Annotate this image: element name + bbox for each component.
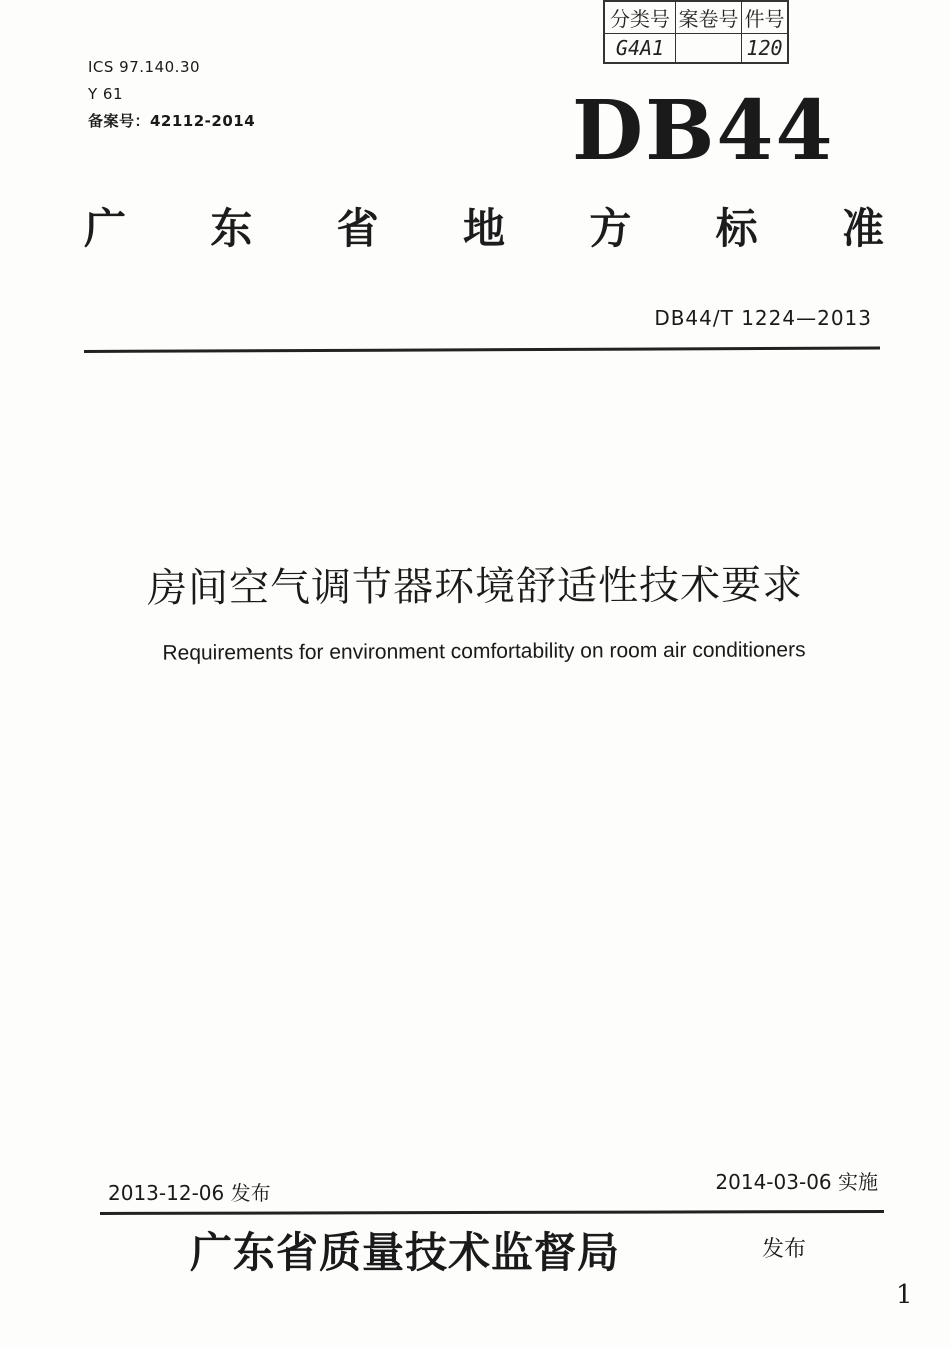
- standard-type-char: 省: [336, 204, 379, 253]
- standard-code: DB44/T 1224—2013: [654, 306, 872, 330]
- stamp-value-volume: [676, 34, 742, 62]
- stamp-value-classification: G4A1: [605, 34, 676, 62]
- ics-code: ICS 97.140.30: [88, 58, 201, 76]
- document-title-english: Requirements for environment comfortability on room air conditioners: [162, 638, 806, 665]
- standard-type-char: 方: [589, 204, 632, 253]
- standard-type-char: 地: [462, 204, 505, 253]
- standard-type-char: 准: [841, 204, 884, 253]
- filing-number: 备案号：42112-2014: [88, 112, 256, 130]
- stamp-header-classification: 分类号: [605, 2, 676, 34]
- standard-type-heading: [84, 196, 884, 256]
- standard-type-char: 标: [715, 204, 758, 253]
- ccs-code: Y 61: [88, 85, 124, 103]
- db44-logo: DB44: [572, 83, 835, 179]
- stamp-header-volume: 案卷号: [676, 2, 742, 34]
- standard-type-char: 东: [210, 204, 253, 253]
- issuing-authority: 广东省质量技术监督局: [190, 1228, 621, 1277]
- effective-date: 2014-03-06 实施: [715, 1170, 878, 1194]
- stamp-header-item: 件号: [742, 2, 787, 34]
- standard-type-char: 广: [84, 204, 127, 253]
- archive-stamp-table: [603, 0, 789, 64]
- page-number: 1: [896, 1280, 913, 1310]
- bottom-divider: [100, 1210, 884, 1215]
- publish-date: 2013-12-06 发布: [108, 1181, 271, 1205]
- top-divider: [84, 347, 880, 353]
- stamp-value-item: 120: [746, 36, 783, 60]
- document-title-chinese: 房间空气调节器环境舒适性技术要求: [146, 562, 804, 612]
- issuer-suffix: 发布: [762, 1237, 807, 1262]
